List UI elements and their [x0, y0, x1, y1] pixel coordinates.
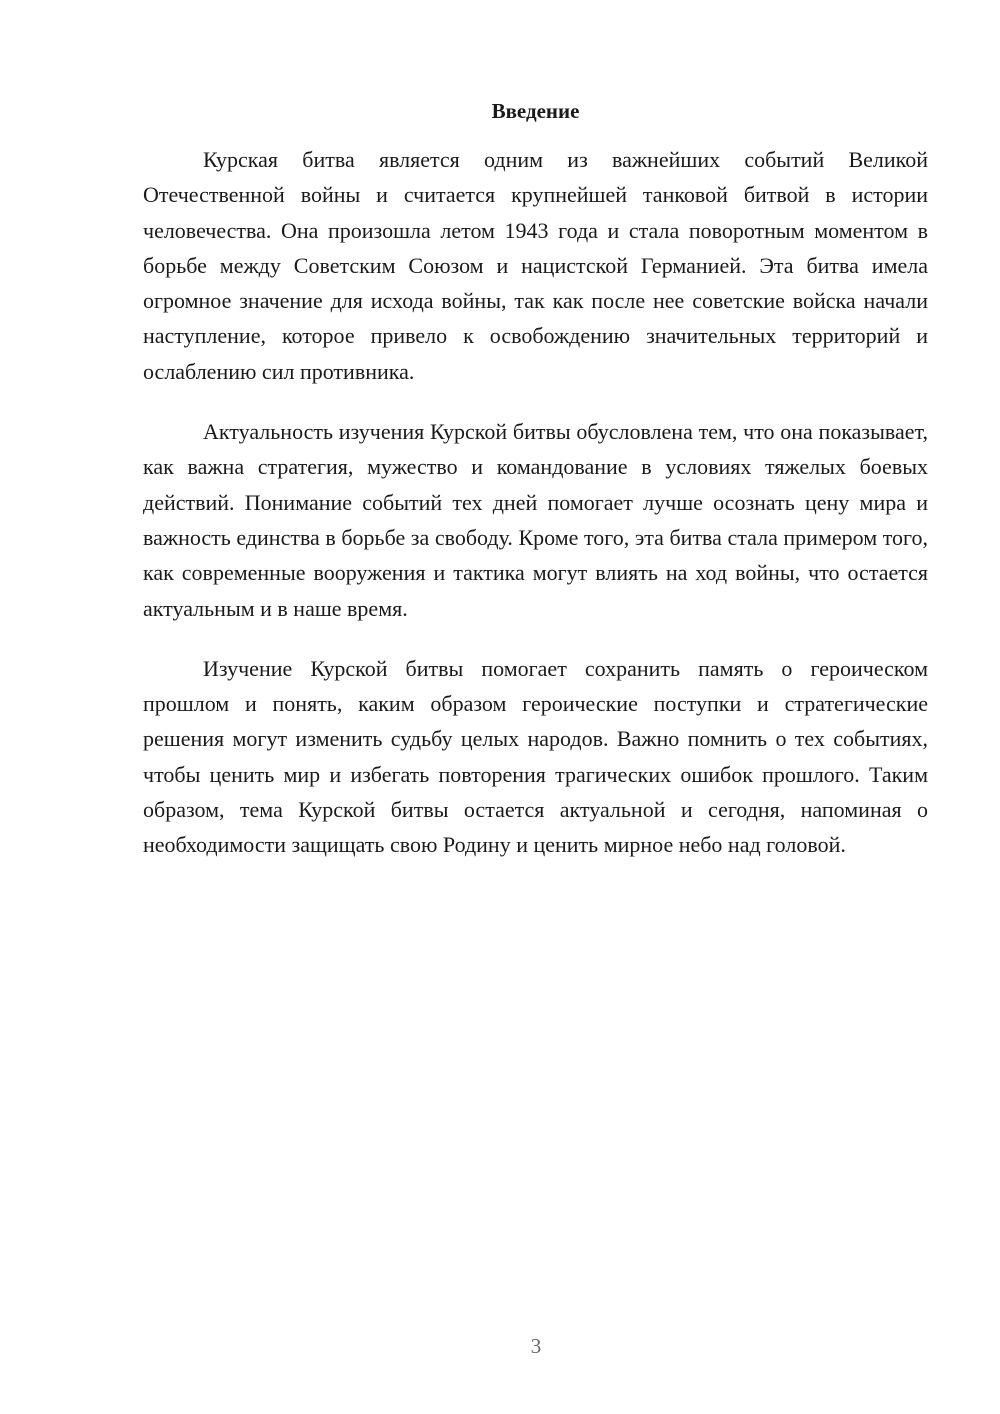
paragraph-conclusion: Изучение Курской битвы помогает сохранить память о героическом прошлом и понять, каким образом героические поступки и стратегические решения могут изменить судьбу целых народов. Важно помнить о тех событиях, чтобы ценить мир и избегать повторения трагических ошибок прошлого. Таким образом, тема Курской битвы остается актуальной и сегодня, напоминая о необходимости защищать свою Родину и ценить мирное небо над головой. — [143, 655, 928, 858]
paragraph-intro: Курская битва является одним из важнейших событий Великой Отечественной войны и считается крупнейшей танковой битвой в истории человечества. Она произошла летом 1943 года и стала поворотным моментом в борьбе между Советским Союзом и нацистской Германией. Эта битва имела огромное значение для исхода войны, так как после нее советские войска начали наступление, которое привело к освобождению значительных территорий и ослаблению сил противника. — [143, 147, 928, 384]
paragraph-relevance: Актуальность изучения Курской битвы обусловлена тем, что она показывает, как важна стратегия, мужество и командование в условиях тяжелых боевых действий. Понимание событий тех дней помогает лучше осознать цену мира и важность единства в борьбе за свободу. Кроме того, эта битва стала примером того, как современные вооружения и тактика могут влиять на ход войны, что остается актуальным и в наше время. — [143, 419, 928, 621]
document-body — [143, 142, 928, 888]
page-number: 3 — [530, 1334, 542, 1358]
page-title: Введение — [491, 99, 580, 123]
